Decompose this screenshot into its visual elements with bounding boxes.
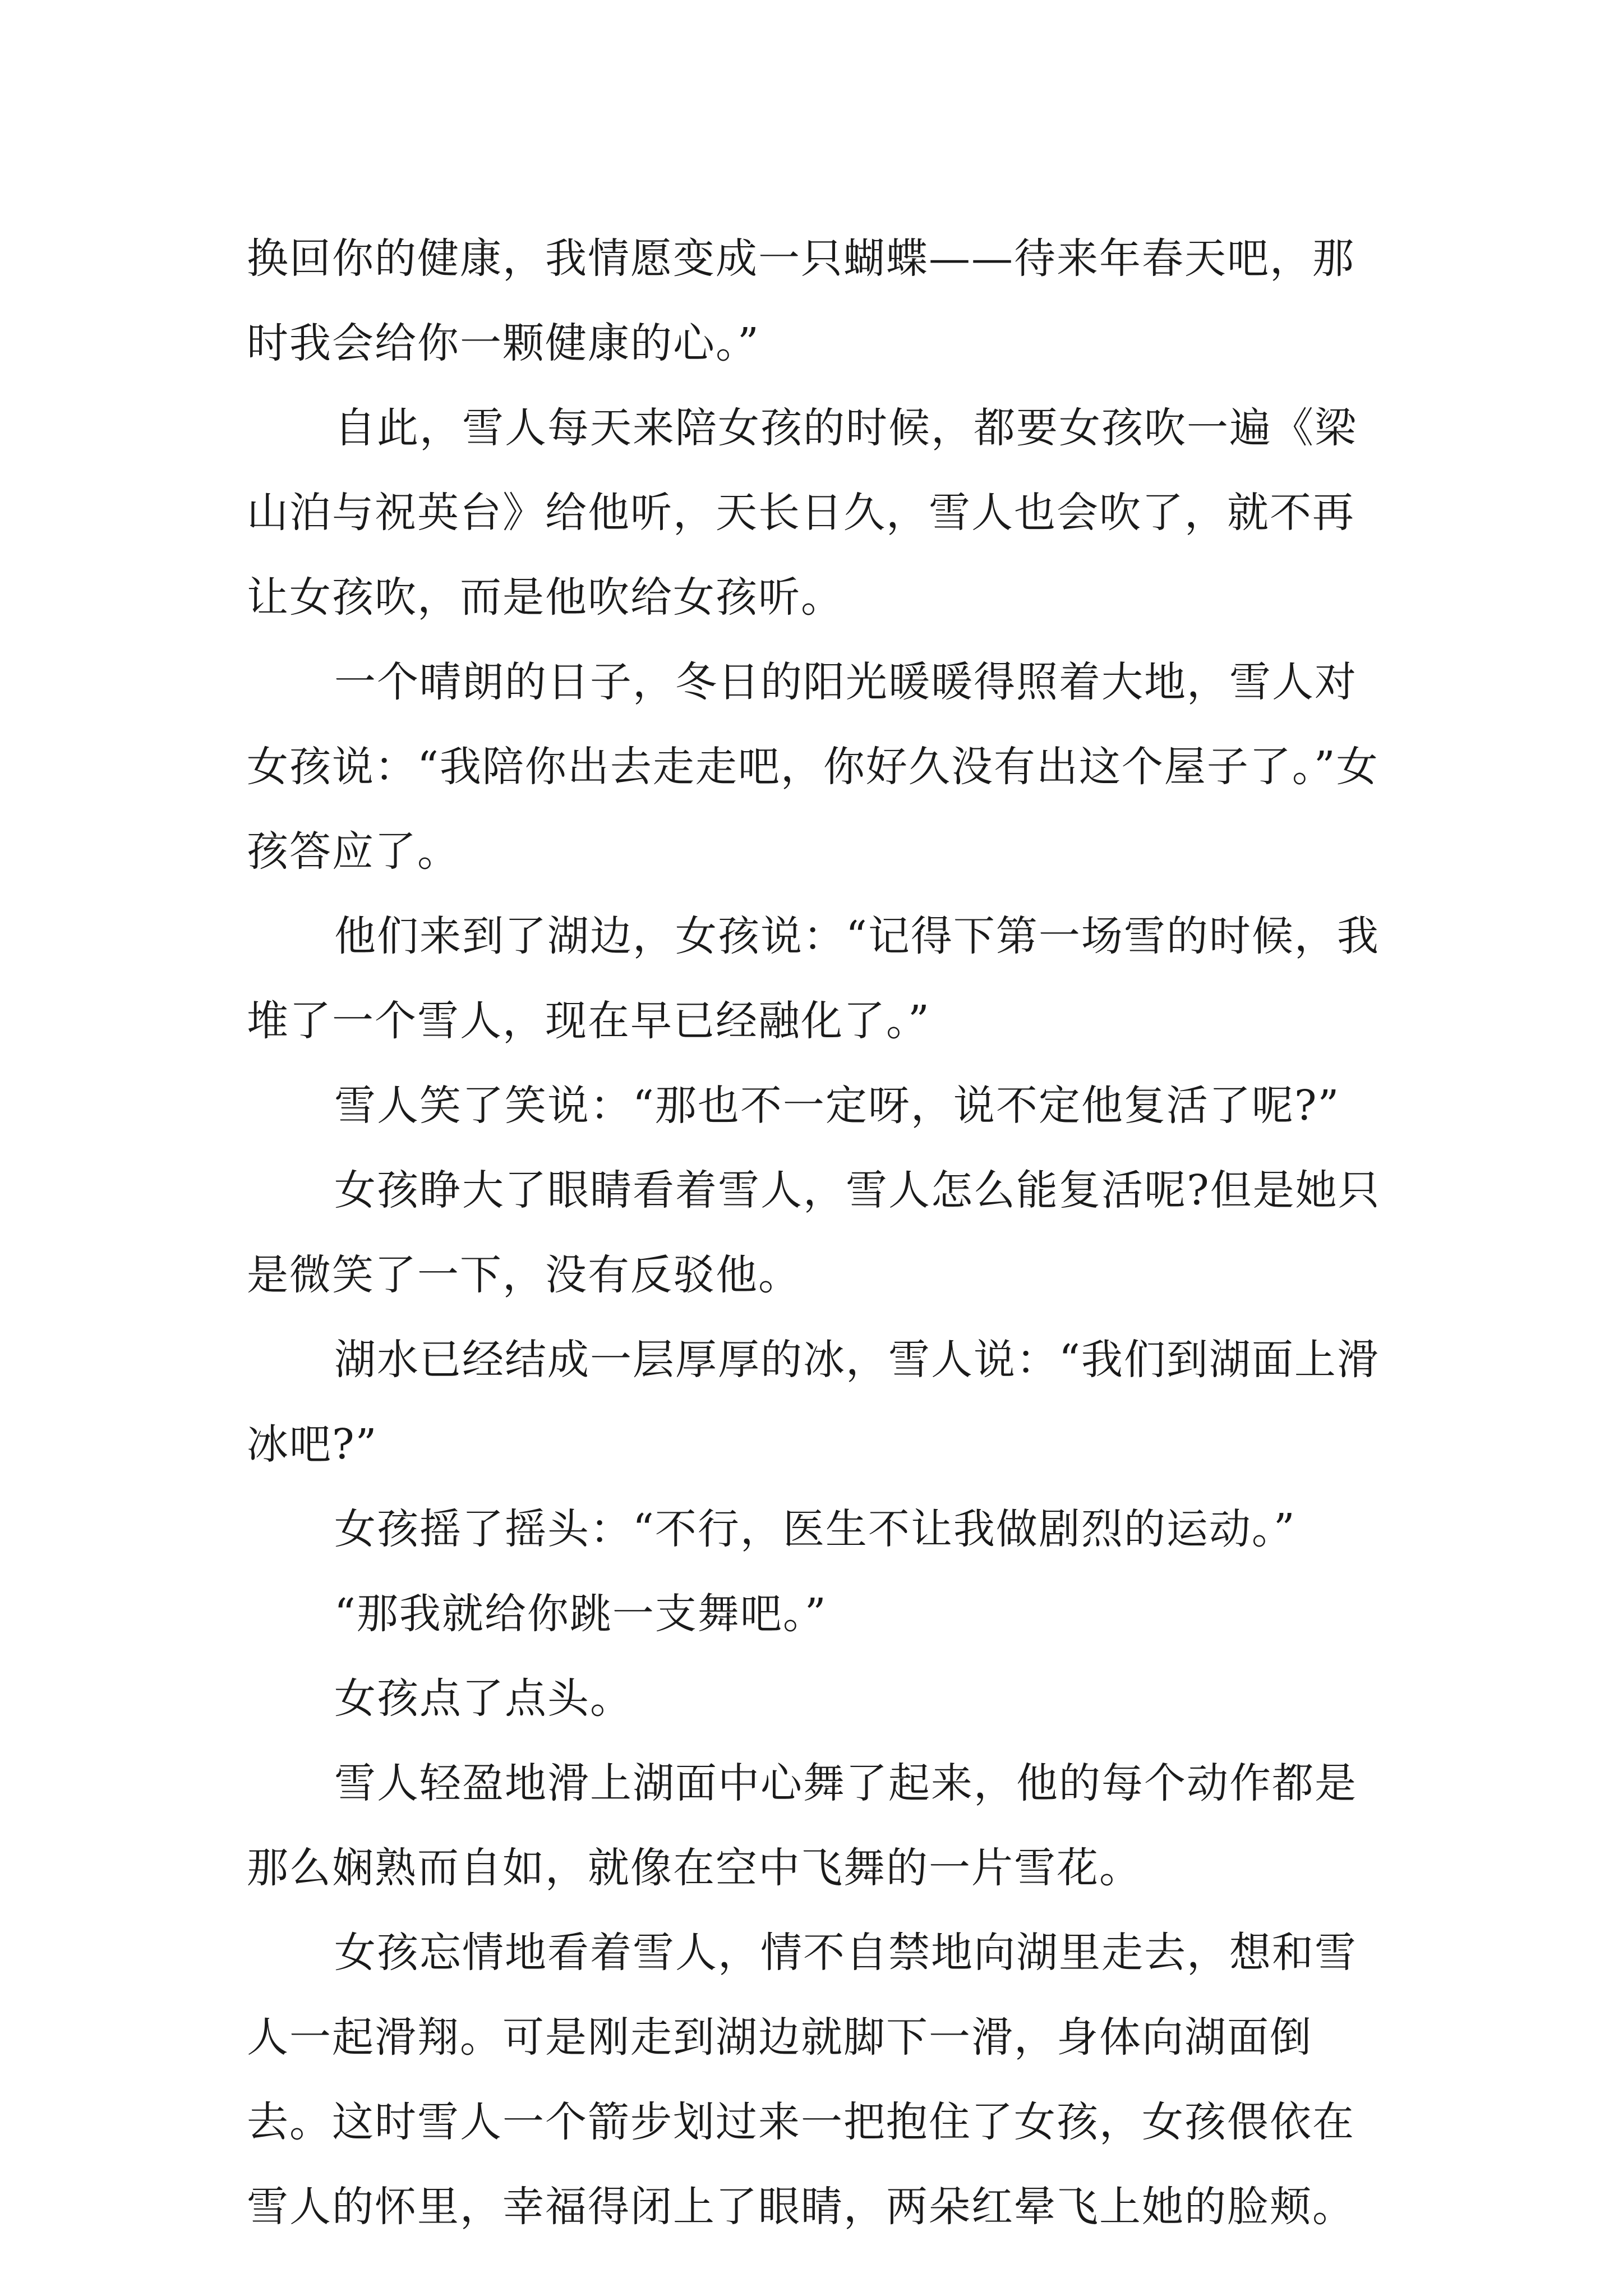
- paragraph: 女孩忘情地看着雪人，情不自禁地向湖里走去，想和雪人一起滑翔。可是刚走到湖边就脚下一滑，身体向湖面倒去。这时雪人一个箭步划过来一把抱住了女孩，女孩偎依在雪人的怀里，幸福得闭上了眼睛，两朵红晕飞上她的脸颊。: [247, 1929, 1357, 2231]
- paragraph: 女孩点了点头。: [334, 1674, 633, 1723]
- paragraph: 他们来到了湖边，女孩说：“记得下第一场雪的时候，我堆了一个雪人，现在早已经融化了。”: [247, 912, 1380, 1045]
- paragraph: 湖水已经结成一层厚厚的冰，雪人说：“我们到湖面上滑冰吧?”: [247, 1336, 1380, 1469]
- paragraph: 雪人轻盈地滑上湖面中心舞了起来，他的每个动作都是那么娴熟而自如，就像在空中飞舞的一片雪花。: [247, 1759, 1357, 1892]
- paragraph: 女孩睁大了眼睛看着雪人，雪人怎么能复活呢?但是她只是微笑了一下，没有反驳他。: [247, 1166, 1381, 1299]
- paragraph: 雪人笑了笑说：“那也不一定呀，说不定他复活了呢?”: [334, 1082, 1340, 1130]
- document-body: [247, 217, 1391, 2249]
- paragraph: “那我就给你跳一支舞吧。”: [334, 1590, 827, 1638]
- paragraph: 自此，雪人每天来陪女孩的时候，都要女孩吹一遍《梁山泊与祝英台》给他听，天长日久，雪人也会吹了，就不再让女孩吹，而是他吹给女孩听。: [247, 404, 1357, 622]
- paragraph: 女孩摇了摇头：“不行，医生不让我做剧烈的运动。”: [334, 1505, 1296, 1553]
- paragraph: 一个晴朗的日子，冬日的阳光暖暖得照着大地，雪人对女孩说：“我陪你出去走走吧，你好久没有出这个屋子了。”女孩答应了。: [247, 658, 1379, 876]
- paragraph: 换回你的健康，我情愿变成一只蝴蝶——待来年春天吧，那时我会给你一颗健康的心。”: [247, 234, 1355, 367]
